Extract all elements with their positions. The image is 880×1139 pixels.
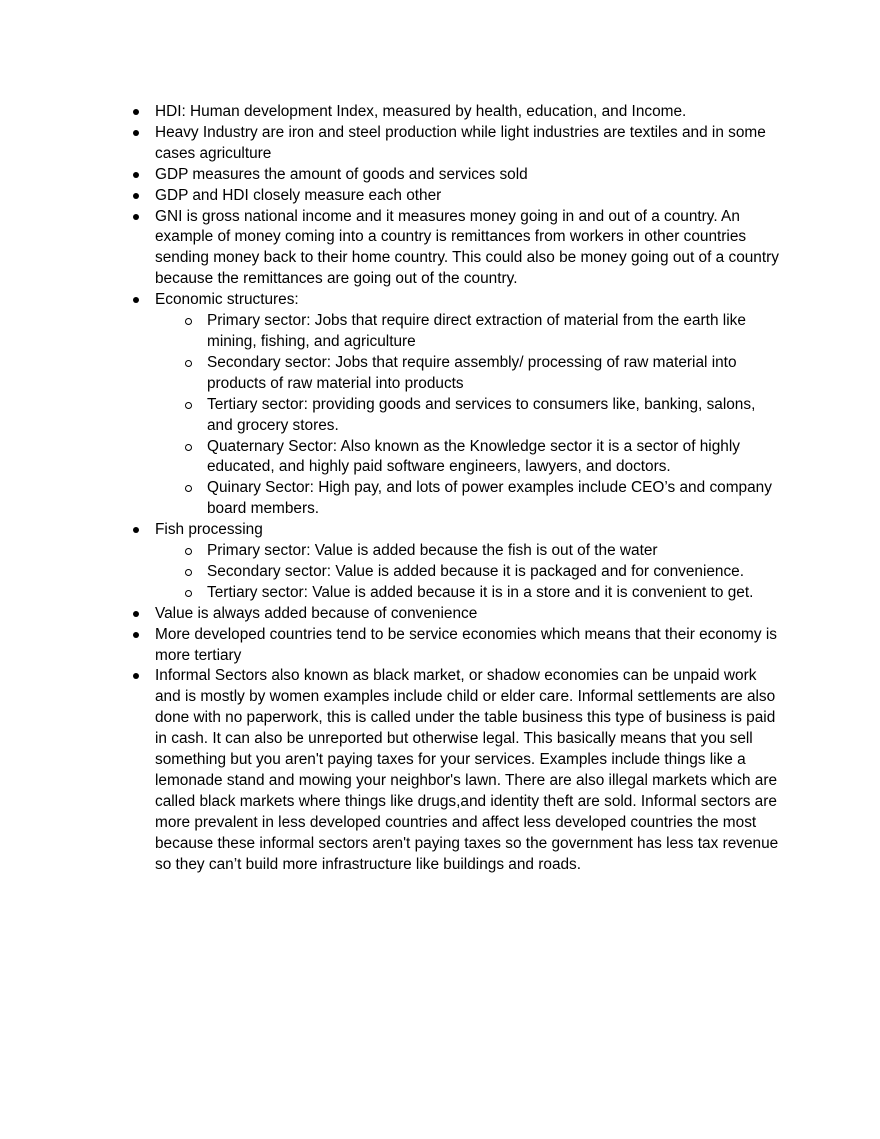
bullet-item <box>155 207 781 291</box>
sub-bullet-item <box>207 541 777 562</box>
sub-bullet-text: Secondary sector: Jobs that require assembly/ processing of raw material into products of raw material into products <box>207 353 737 392</box>
sub-bullet-item <box>207 562 777 583</box>
bullet-text: GDP measures the amount of goods and services sold <box>155 165 528 183</box>
bullet-item <box>155 186 781 207</box>
bullet-item <box>155 666 781 875</box>
sub-bullet-item <box>207 353 777 395</box>
bullet-item <box>155 520 781 541</box>
bullet-item <box>155 102 781 123</box>
sub-bullet-text: Tertiary sector: Value is added because it is in a store and it is convenient to get. <box>207 583 754 601</box>
document-body <box>155 102 781 876</box>
bullet-text: HDI: Human development Index, measured by health, education, and Income. <box>155 103 687 120</box>
sub-bullet-text: Quinary Sector: High pay, and lots of power examples include CEO’s and company board members. <box>207 479 772 518</box>
bullet-text: Heavy Industry are iron and steel production while light industries are textiles and in some cases agriculture <box>155 123 766 162</box>
sub-bullet-text: Tertiary sector: providing goods and services to consumers like, banking, salons, and grocery stores. <box>207 395 756 434</box>
sub-bullet-text: Quaternary Sector: Also known as the Knowledge sector it is a sector of highly educated, and highly paid software engineers, lawyers, and doctors. <box>207 437 740 476</box>
sub-bullet-text: Primary sector: Jobs that require direct extraction of material from the earth like mining, fishing, and agriculture <box>207 312 746 350</box>
sub-bullet-text: Secondary sector: Value is added because it is packaged and for convenience. <box>207 562 745 580</box>
bullet-text: Economic structures: <box>155 291 299 309</box>
sub-bullet-item <box>207 437 777 479</box>
bullet-text: Fish processing <box>155 521 263 539</box>
sub-bullet-item <box>207 478 777 520</box>
bullet-item <box>155 123 781 165</box>
bullet-text: GDP and HDI closely measure each other <box>155 186 442 204</box>
bullet-text: GNI is gross national income and it measures money going in and out of a country. An example of money coming into a country is remittances from workers in other countries sending money back to their home country. This could also be money going out of a country because the remittances are going out of the country. <box>155 207 779 288</box>
bullet-item <box>155 625 781 667</box>
bullet-item <box>155 165 781 186</box>
sub-bullet-item <box>207 311 777 353</box>
bullet-item <box>155 604 781 625</box>
sub-bullet-item <box>207 583 777 604</box>
sub-bullet-item <box>207 395 777 437</box>
bullet-text: More developed countries tend to be service economies which means that their economy is more tertiary <box>155 625 777 664</box>
sub-bullet-text: Primary sector: Value is added because the fish is out of the water <box>207 542 658 560</box>
bullet-text: Value is always added because of convenience <box>155 604 478 622</box>
bullet-text: Informal Sectors also known as black market, or shadow economies can be unpaid work and is mostly by women examples include child or elder care. Informal settlements are also done with no paperwork, this is called under the table business this type of business is paid in cash. It can also be unreported but otherwise legal. This basically means that you sell something but you aren't paying taxes for your services. Examples include things like a lemonade stand and mowing your neighbor's lawn. There are also illegal markets which are called black markets where things like drugs,and identity theft are sold. Informal sectors are more prevalent in less developed countries and affect less developed countries the most because these informal sectors aren't paying taxes so the government has less tax revenue so they can’t build more infrastructure like buildings and roads. <box>155 667 779 873</box>
bullet-item <box>155 290 781 311</box>
